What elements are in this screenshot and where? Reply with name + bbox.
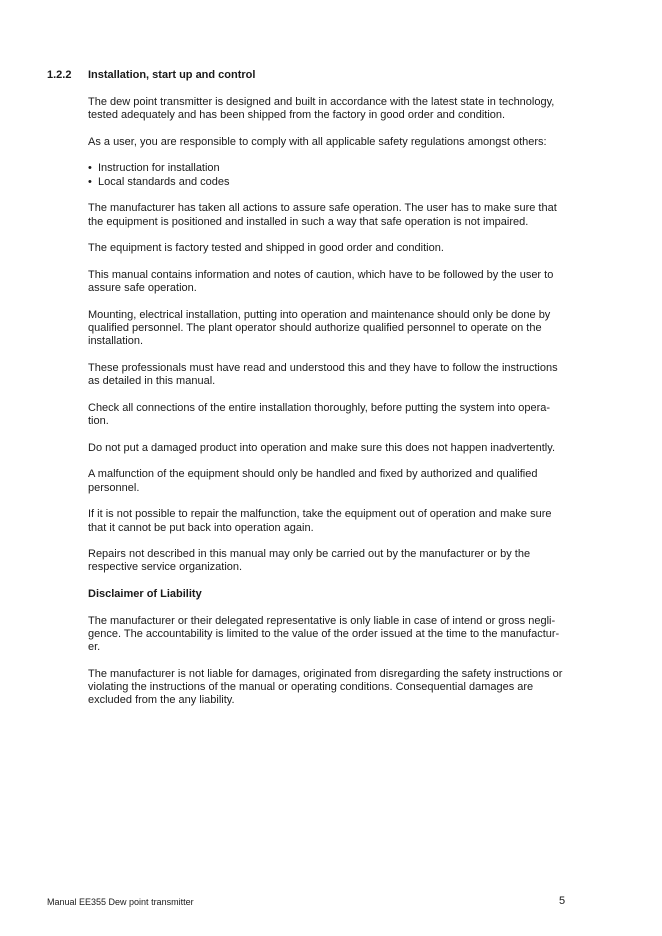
paragraph-damaged-product: Do not put a damaged product into operation and make sure this does not happen inadvertently. (88, 441, 555, 454)
paragraph-safe-operation: The manufacturer has taken all actions to assure safe operation. The user has to make sure that the equipment is positioned and installed in such a way that safe operation is not impaired. (88, 202, 557, 228)
paragraph-check-connections: Check all connections of the entire installation thoroughly, before putting the system into opera-tion. (88, 401, 551, 428)
page-number: 5 (559, 895, 566, 907)
list-item (88, 162, 566, 175)
paragraph-professionals: These professionals must have read and understood this and they have to follow the instructions as detailed in this manual. (88, 361, 558, 388)
paragraph-repair-impossible: If it is not possible to repair the malfunction, take the equipment out of operation and make sure that it cannot be put back into operation again. (88, 508, 552, 534)
bullet-list (88, 162, 566, 189)
paragraph-malfunction: A malfunction of the equipment should only be handled and fixed by authorized and qualified personnel. (88, 468, 538, 494)
list-item (88, 176, 566, 189)
paragraph-damages: The manufacturer is not liable for damages, originated from disregarding the safety instructions or violating the instructions of the manual or operating conditions. Consequential damages are excluded from the any liability. (88, 667, 563, 707)
body-text (88, 96, 566, 721)
paragraph-user-responsibility: As a user, you are responsible to comply with all applicable safety regulations amongst others: (88, 135, 547, 148)
section-title: Installation, start up and control (88, 69, 256, 81)
paragraph-repairs: Repairs not described in this manual may only be carried out by the manufacturer or by the respective service organization. (88, 548, 531, 574)
bullet-icon: • (88, 175, 92, 188)
footer-document-title: Manual EE355 Dew point transmitter (47, 897, 194, 907)
section-heading (47, 69, 255, 82)
paragraph-design: The dew point transmitter is designed and built in accordance with the latest state in technology, tested adequately and has been shipped from the factory in good order and condition. (88, 96, 555, 122)
list-item-text: Local standards and codes (98, 175, 230, 188)
section-number: 1.2.2 (47, 69, 72, 81)
paragraph-factory-tested: The equipment is factory tested and shipped in good order and condition. (88, 242, 444, 255)
paragraph-qualified-personnel: Mounting, electrical installation, putting into operation and maintenance should only be done by qualified personnel. The plant operator should authorize qualified personnel to operate on the installation. (88, 308, 551, 348)
disclaimer-heading: Disclaimer of Liability (88, 587, 202, 600)
list-item-text: Instruction for installation (98, 162, 220, 175)
paragraph-caution-notes: This manual contains information and notes of caution, which have to be followed by the user to assure safe operation. (88, 268, 554, 295)
bullet-icon: • (88, 162, 92, 175)
paragraph-liability: The manufacturer or their delegated representative is only liable in case of intend or gross negli-gence. The accountability is limited to the value of the order issued at the time to the manufactur-er. (88, 614, 560, 654)
